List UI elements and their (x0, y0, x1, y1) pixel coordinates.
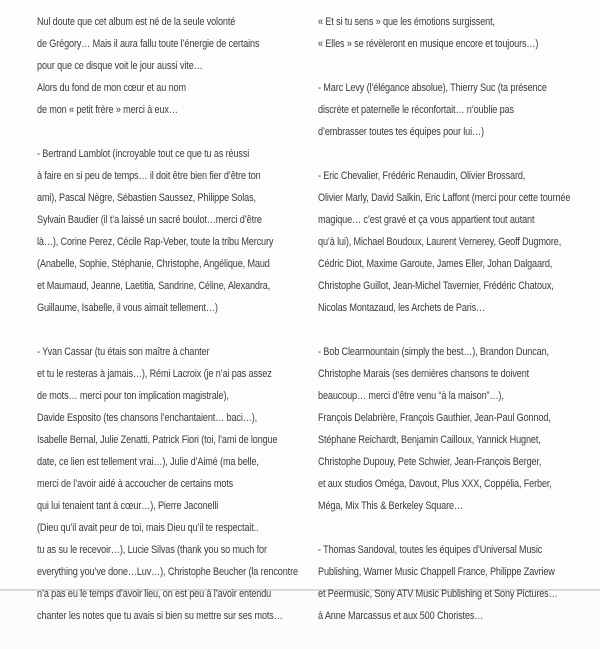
left-column (37, 11, 298, 649)
text-line: pour que ce disque voit le jour aussi vite… (37, 60, 203, 72)
text-line: - Eric Chevalier, Frédéric Renaudin, Olivier Brossard, (318, 170, 526, 182)
text-line: et aux studios Oméga, Davout, Plus XXX, Coppélia, Ferber, (318, 478, 552, 490)
text-line: François Delabrière, François Gauthier, Jean-Paul Gonnod, (318, 412, 551, 424)
text-line: - Bob Clearmountain (simply the best…), Brandon Duncan, (318, 346, 549, 358)
text-line: de mots… merci pour ton implication magistrale), (37, 390, 229, 402)
text-line: qui lui tenaient tant à cœur…), Pierre Jaconelli (37, 500, 219, 512)
text-line: date, ce lien est tellement vrai…), Julie d’Aimé (ma belle, (37, 456, 259, 468)
thanks-paragraph-studios (318, 341, 590, 517)
text-line: Christophe Marais (ses dernières chansons te doivent (318, 368, 530, 380)
text-line: n’a pas eu le temps d’avoir lieu, on est peu à l’avoir entendu (37, 588, 272, 600)
text-line: qu’à lui), Michael Boudoux, Laurent Vernerey, Geoff Dugmore, (318, 236, 562, 248)
text-line: Publishing, Warner Music Chappell France, Philippe Zavriew (318, 566, 555, 578)
intro-paragraph (37, 11, 295, 121)
text-line: à Anne Marcassus et aux 500 Choristes… (318, 610, 484, 622)
text-line: discrète et paternelle le réconfortait… n’oublie pas (318, 104, 514, 116)
text-line: everything you’ve done…Luv…), Christophe Beucher (la rencontre (37, 566, 298, 578)
text-line: ami), Pascal Nègre, Sébastien Saussez, Philippe Solas, (37, 192, 256, 204)
right-column (318, 11, 590, 649)
thanks-paragraph-mercury (37, 143, 295, 319)
text-line: - Bertrand Lamblot (incroyable tout ce que tu as réussi (37, 148, 250, 160)
text-line: Isabelle Bernal, Julie Zenatti, Patrick Fiori (toi, l’ami de longue (37, 434, 278, 446)
text-line: à faire en si peu de temps… il doit être bien fier d’être ton (37, 170, 261, 182)
text-line: et tu le resteras à jamais…), Rémi Lacroix (je n’ai pas assez (37, 368, 272, 380)
text-line: et Peermusic, Sony ATV Music Publishing et Sony Pictures… (318, 588, 558, 600)
text-line: d’embrasser toutes tes équipes pour lui…) (318, 126, 484, 138)
text-line: - Thomas Sandoval, toutes les équipes d’Universal Music (318, 544, 543, 556)
text-line: Sylvain Baudier (il t’a laissé un sacré boulot…merci d’être (37, 214, 262, 226)
text-line: Stéphane Reichardt, Benjamin Cailloux, Yannick Hugnet, (318, 434, 541, 446)
text-line: de Grégory… Mais il aura fallu toute l’énergie de certains (37, 38, 260, 50)
text-line: merci de l’avoir aidé à accoucher de certains mots (37, 478, 234, 490)
text-line: et Maumaud, Jeanne, Laetitia, Sandrine, Céline, Alexandra, (37, 280, 271, 292)
quote-paragraph (318, 11, 590, 55)
text-line: (Dieu qu’il avait peur de toi, mais Dieu qu’il te respectait.. (37, 522, 259, 534)
text-line: magique… c’est gravé et ça vous appartient tout autant (318, 214, 535, 226)
thanks-paragraph-tour (318, 165, 590, 319)
text-line: - Yvan Cassar (tu étais son maître à chanter (37, 346, 210, 358)
text-line: chanter les notes que tu avais si bien su mettre sur ses mots… (37, 610, 283, 622)
text-line: beaucoup… merci d’être venu “à la maison”…), (318, 390, 504, 402)
thanks-paragraph-publishing (318, 539, 590, 627)
text-line: Olivier Marly, David Salkin, Eric Laffont (merci pour cette tournée (318, 192, 571, 204)
text-line: Davide Esposito (tes chansons l’enchantaient… baci…), (37, 412, 258, 424)
text-line: « Et si tu sens » que les émotions surgissent, (318, 16, 495, 28)
text-line: - Marc Levy (l’élégance absolue), Thierry Suc (ta présence (318, 82, 547, 94)
text-line: Nul doute que cet album est né de la seule volonté (37, 16, 236, 28)
text-line: de mon « petit frère » merci à eux… (37, 104, 178, 116)
text-line: (Anabelle, Sophie, Stéphanie, Christophe, Angélique, Maud (37, 258, 270, 270)
text-line: Christophe Dupouy, Pete Schwier, Jean-François Berger, (318, 456, 542, 468)
thanks-paragraph-artists (37, 341, 298, 627)
text-line: Guillaume, Isabelle, il vous aimait tellement…) (37, 302, 218, 314)
text-line: « Elles » se révèleront en musique encore et toujours…) (318, 38, 539, 50)
text-line: Nicolas Montazaud, les Archets de Paris… (318, 302, 486, 314)
text-line: tu as su le recevoir…), Lucie Silvas (thank you so much for (37, 544, 267, 556)
text-line: Méga, Mix This & Berkeley Square… (318, 500, 463, 512)
text-line: Cédric Diot, Maxime Garoute, James Eller, Johan Dalgaard, (318, 258, 553, 270)
text-line: Christophe Guillot, Jean-Michel Tavernier, Frédéric Chatoux, (318, 280, 554, 292)
text-line: là…), Corine Perez, Cécile Rap-Veber, toute la tribu Mercury (37, 236, 274, 248)
text-line: Alors du fond de mon cœur et au nom (37, 82, 186, 94)
thanks-paragraph-management (318, 77, 590, 143)
